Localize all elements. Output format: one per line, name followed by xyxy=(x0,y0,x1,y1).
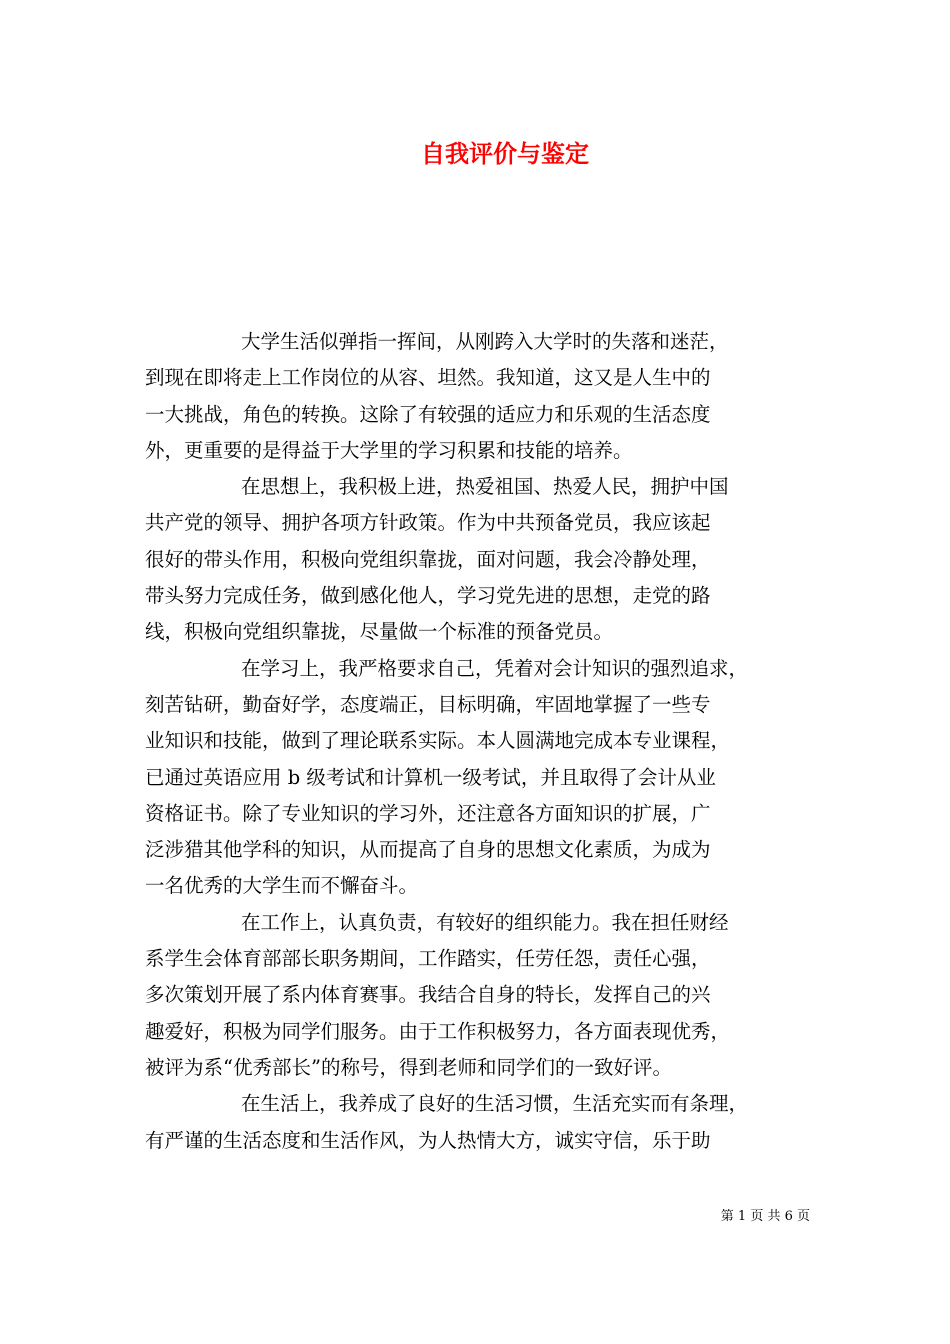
paragraph-line: 泛涉猎其他学科的知识，从而提高了自身的思想文化素质，为成为 xyxy=(145,838,711,862)
paragraph-line: 被评为系“优秀部长”的称号，得到老师和同学们的一致好评。 xyxy=(145,1055,672,1079)
paragraph-intro xyxy=(145,324,825,469)
paragraph-study xyxy=(145,651,825,905)
paragraph-line: 很好的带头作用，积极向党组织靠拢，面对问题，我会冷静处理， xyxy=(145,547,711,571)
paragraph-line: 业知识和技能，做到了理论联系实际。本人圆满地完成本专业课程， xyxy=(145,729,731,753)
paragraph-line: 一大挑战，角色的转换。这除了有较强的适应力和乐观的生活态度 xyxy=(145,402,711,426)
paragraph-life xyxy=(145,1086,825,1159)
paragraph-ideology xyxy=(145,469,825,650)
document-body xyxy=(145,324,825,1159)
paragraph-line: 多次策划开展了系内体育赛事。我结合自身的特长，发挥自己的兴 xyxy=(145,983,711,1007)
paragraph-line: 在学习上，我严格要求自己，凭着对会计知识的强烈追求， xyxy=(241,656,749,680)
document-title: 自我评价与鉴定 xyxy=(421,139,589,168)
paragraph-line: 刻苦钻研，勤奋好学，态度端正，目标明确，牢固地掌握了一些专 xyxy=(145,692,711,716)
page-number-footer: 第 1 页 共 6 页 xyxy=(720,1209,810,1224)
paragraph-line: 在生活上，我养成了良好的生活习惯，生活充实而有条理， xyxy=(241,1092,749,1116)
paragraph-line: 在思想上，我积极上进，热爱祖国、热爱人民，拥护中国 xyxy=(241,475,729,499)
paragraph-line: 趣爱好，积极为同学们服务。由于工作积极努力，各方面表现优秀， xyxy=(145,1019,731,1043)
paragraph-line: 一名优秀的大学生而不懈奋斗。 xyxy=(145,874,419,898)
paragraph-line: 系学生会体育部部长职务期间，工作踏实，任劳任怨，责任心强， xyxy=(145,947,711,971)
paragraph-line: 带头努力完成任务，做到感化他人，学习党先进的思想，走党的路 xyxy=(145,584,711,608)
paragraph-line: 大学生活似弹指一挥间，从刚跨入大学时的失落和迷茫， xyxy=(241,330,729,353)
paragraph-line: 有严谨的生活态度和生活作风，为人热情大方，诚实守信，乐于助 xyxy=(145,1128,711,1152)
paragraph-line: 线，积极向党组织靠拢，尽量做一个标准的预备党员。 xyxy=(145,620,614,644)
paragraph-line: 共产党的领导、拥护各项方针政策。作为中共预备党员，我应该起 xyxy=(145,511,711,535)
paragraph-work xyxy=(145,905,825,1086)
paragraph-line: 到现在即将走上工作岗位的从容、坦然。我知道，这又是人生中的 xyxy=(145,366,711,390)
paragraph-line: 资格证书。除了专业知识的学习外，还注意各方面知识的扩展，广 xyxy=(145,801,711,825)
paragraph-line: 已通过英语应用 b 级考试和计算机一级考试，并且取得了会计从业 xyxy=(145,765,716,789)
paragraph-line: 在工作上，认真负责，有较好的组织能力。我在担任财经 xyxy=(241,910,729,934)
paragraph-line: 外，更重要的是得益于大学里的学习积累和技能的培养。 xyxy=(145,438,633,462)
